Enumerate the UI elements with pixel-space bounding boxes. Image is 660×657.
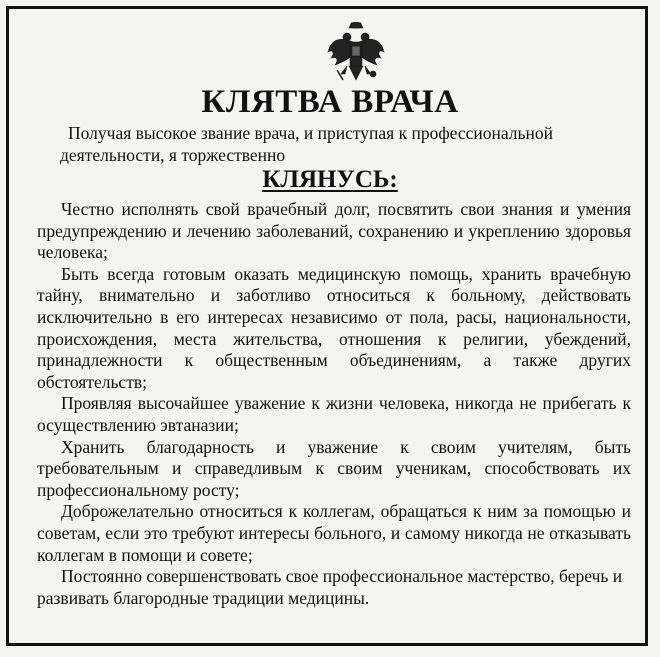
document-title: КЛЯТВА ВРАЧА	[201, 84, 459, 120]
oath-paragraph: Быть всегда готовым оказать медицинскую помощь, хранить врачебную тайну, внимательно и заботливо относиться к больному, действовать исключительно в его интересах независимо от пола, расы, национальности, происхождения, места жительства, отношения к религии, убеждений, принадлежности к общественным объединениям, а также других обстоятельств;	[37, 263, 631, 392]
oath-paragraph: Проявляя высочайшее уважение к жизни человека, никогда не прибегать к осуществлению эвтаназии;	[37, 393, 631, 435]
oath-paragraph: Честно исполнять свой врачебный долг, посвятить свои знания и умения предупреждению и лечению заболеваний, сохранению и укреплению здоровья человека;	[37, 199, 631, 263]
oath-paragraph: Хранить благодарность и уважение к своим учителям, быть требовательным и справедливым к своим ученикам, способствовать их профессиональному росту;	[37, 436, 631, 500]
oath-heading: КЛЯНУСЬ:	[262, 166, 398, 193]
oath-paragraph: Доброжелательно относиться к коллегам, обращаться к ним за помощью и советам, если это требуют интересы больного, и самому никогда не отказывать коллегам в помощи и совете;	[37, 501, 631, 565]
intro-text	[60, 122, 630, 166]
intro-line: Получая высокое звание врача, и приступая к профессиональной деятельности, я торжественно	[60, 123, 554, 165]
coat-of-arms-icon	[325, 22, 387, 88]
oath-paragraph: Постоянно совершенствовать свое профессиональное мастерство, беречь и развивать благородные традиции медицины.	[37, 566, 623, 608]
oath-body	[37, 199, 631, 609]
